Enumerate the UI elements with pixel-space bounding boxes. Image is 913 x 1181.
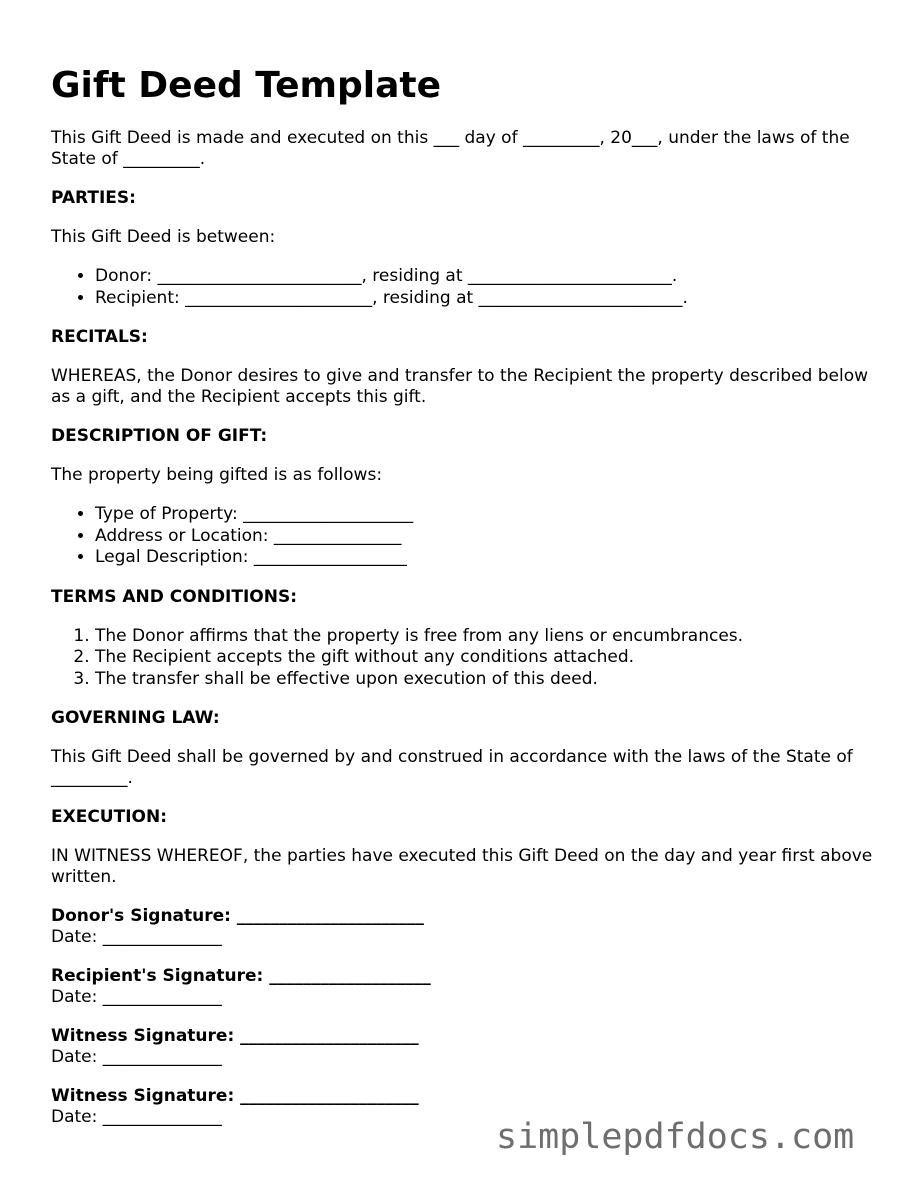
description-heading: DESCRIPTION OF GIFT: bbox=[51, 426, 268, 446]
donor-signature-line: Donor's Signature: ______________________ bbox=[51, 906, 424, 926]
intro-paragraph: This Gift Deed is made and executed on this ___ day of _________, 20___, under the laws of the State of _________. bbox=[51, 128, 850, 169]
recitals-text: WHEREAS, the Donor desires to give and transfer to the Recipient the property described below as a gift, and the Recipient accepts this gift. bbox=[51, 366, 869, 407]
recipient-date-line: Date: ______________ bbox=[51, 987, 222, 1007]
list-item: 2. The Recipient accepts the gift without any conditions attached. bbox=[95, 647, 881, 669]
list-item: • Donor: ________________________, residing at ________________________. bbox=[95, 266, 881, 288]
list-item: • Recipient: ______________________, residing at ________________________. bbox=[95, 288, 881, 310]
list-item: • Type of Property: ____________________ bbox=[95, 504, 881, 526]
list-item: • Address or Location: _______________ bbox=[95, 526, 881, 548]
recipient-signature-line: Recipient's Signature: ___________________ bbox=[51, 966, 431, 986]
description-list bbox=[51, 504, 881, 569]
document-title: Gift Deed Template bbox=[51, 65, 442, 106]
terms-list bbox=[51, 626, 881, 691]
governing-law-text: This Gift Deed shall be governed by and construed in accordance with the laws of the State of _________. bbox=[51, 747, 853, 788]
witness-signature-line-2: Witness Signature: _____________________ bbox=[51, 1086, 419, 1106]
watermark-text: simplepdfdocs.com bbox=[496, 1117, 855, 1157]
recitals-heading: RECITALS: bbox=[51, 327, 148, 347]
document-page bbox=[51, 60, 881, 1146]
execution-heading: EXECUTION: bbox=[51, 807, 168, 827]
parties-text: This Gift Deed is between: bbox=[51, 227, 276, 247]
witness-date-line-2: Date: ______________ bbox=[51, 1107, 222, 1127]
parties-list bbox=[51, 266, 881, 309]
parties-heading: PARTIES: bbox=[51, 188, 136, 208]
witness-signature-line: Witness Signature: _____________________ bbox=[51, 1026, 419, 1046]
list-item: 3. The transfer shall be effective upon execution of this deed. bbox=[95, 669, 881, 691]
description-text: The property being gifted is as follows: bbox=[51, 465, 383, 485]
witness-signature-block bbox=[51, 1026, 881, 1068]
donor-signature-block bbox=[51, 906, 881, 948]
list-item: 1. The Donor affirms that the property is free from any liens or encumbrances. bbox=[95, 626, 881, 648]
execution-text: IN WITNESS WHEREOF, the parties have executed this Gift Deed on the day and year first above written. bbox=[51, 846, 873, 887]
governing-law-heading: GOVERNING LAW: bbox=[51, 708, 220, 728]
list-item: • Legal Description: __________________ bbox=[95, 547, 881, 569]
witness-date-line: Date: ______________ bbox=[51, 1047, 222, 1067]
terms-heading: TERMS AND CONDITIONS: bbox=[51, 586, 298, 607]
donor-date-line: Date: ______________ bbox=[51, 927, 222, 947]
recipient-signature-block bbox=[51, 966, 881, 1008]
